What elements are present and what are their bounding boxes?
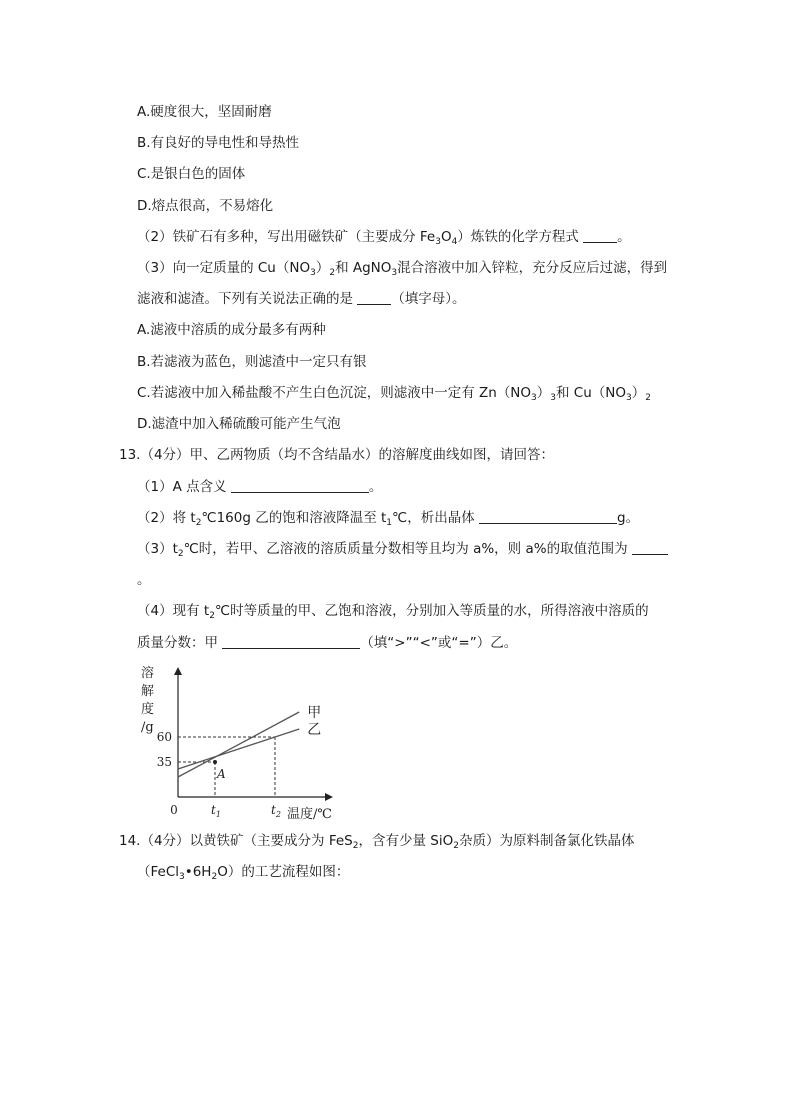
y-axis-label-char: 溶 (141, 666, 155, 681)
y-axis-label-char: 解 (141, 684, 155, 699)
q12-option-c: C.是银白色的固体 (137, 166, 246, 182)
q12-part2 (137, 228, 631, 251)
text: ，含有少量 SiO (358, 833, 454, 849)
text: 杂质）为原料制备氯化铁晶体 (458, 833, 635, 849)
answer-blank-q13-2[interactable] (479, 509, 617, 524)
solubility-chart (135, 662, 345, 824)
text: C.若滤液中加入稀盐酸不产生白色沉淀，则滤液中一定有 Zn（NO (137, 385, 532, 401)
text: （3）t (137, 541, 178, 557)
q12-statement-b: B.若滤液为蓝色，则滤渣中一定只有银 (137, 354, 367, 370)
answer-blank-q13-1[interactable] (231, 478, 369, 493)
answer-blank-q13-3[interactable] (632, 540, 668, 555)
subscript: 2 (211, 872, 218, 882)
q12-part2-text: （2）铁矿石有多种，写出用磁铁矿（主要成分 Fe (137, 229, 436, 245)
q14-stem-line2 (137, 863, 349, 886)
answer-blank-q12-3[interactable] (357, 290, 391, 305)
q12-part2-formula: O (440, 229, 452, 245)
q12-part3-line2 (137, 290, 466, 308)
subscript: 3 (179, 872, 185, 882)
q12-option-d: D.熔点很高，不易熔化 (137, 198, 274, 214)
text: 和 AgNO (335, 260, 392, 276)
y-axis-label-char: 度 (141, 702, 155, 717)
subscript: 2 (352, 841, 359, 851)
text: 14.（4分）以黄铁矿（主要成分为 FeS (119, 833, 353, 849)
text: •6H (184, 864, 212, 880)
subscript: 2 (209, 611, 215, 621)
q13-part1 (137, 478, 382, 496)
series-label-jia: 甲 (307, 705, 322, 721)
q12-statement-d: D.滤渣中加入稀硫酸可能产生气泡 (137, 416, 341, 432)
q13-stem: 13.（4分）甲、乙两物质（均不含结晶水）的溶解度曲线如图，请回答： (119, 447, 555, 463)
q14-stem (119, 832, 634, 855)
q12-statement-a: A.滤液中溶质的成分最多有两种 (137, 322, 326, 338)
q13-part3 (137, 540, 668, 563)
subscript: 3 (550, 393, 557, 403)
text: ℃160g 乙的饱和溶液降温至 t (201, 510, 387, 526)
series-line-yi (178, 729, 299, 769)
q13-part3-end: 。 (137, 572, 151, 588)
q13-part2 (137, 509, 639, 532)
text: O）的工艺流程如图： (217, 864, 350, 880)
y-axis-label-char: /g (141, 720, 154, 735)
y-tick-label-60: 60 (156, 730, 172, 744)
q12-option-a: A.硬度很大，坚固耐磨 (137, 104, 272, 120)
point-a (213, 760, 217, 764)
answer-blank-q13-4[interactable] (222, 634, 360, 649)
q12-part2-text-2: ）炼铁的化学方程式 (457, 229, 579, 245)
subscript: 3 (391, 268, 398, 278)
point-a-label: A (217, 767, 226, 781)
text: ） (536, 385, 551, 401)
x-axis-label: 温度/℃ (287, 807, 332, 822)
q12-option-b: B.有良好的导电性和导热性 (137, 135, 300, 151)
text: 质量分数：甲 (137, 635, 218, 651)
text: g。 (617, 510, 640, 526)
text: （3）向一定质量的 Cu（NO (137, 260, 311, 276)
text: （填“>”“<”或“=”）乙。 (360, 635, 518, 651)
text: ℃时等质量的甲、乙饱和溶液，分别加入等质量的水，所得溶液中溶质的 (214, 603, 649, 619)
text: ） (631, 385, 646, 401)
text: ） (315, 260, 330, 276)
subscript: 1 (386, 518, 393, 528)
answer-blank-q12-2[interactable] (583, 228, 617, 243)
text: （1）A 点含义 (137, 479, 227, 495)
text: 混合溶液中加入锌粒，充分反应后过滤，得到 (397, 260, 668, 276)
q12-part2-end: 。 (617, 229, 631, 245)
subscript: 3 (310, 268, 316, 278)
q12-statement-c (137, 384, 651, 407)
text: 和 Cu（NO (556, 385, 627, 401)
series-label-yi: 乙 (307, 722, 322, 738)
x-tick-label-t1: $t_1$ (211, 803, 221, 819)
subscript: 3 (435, 237, 441, 247)
text: ℃时，若甲、乙溶液的溶质质量分数相等且均为 a%，则 a%的取值范围为 (183, 541, 628, 557)
text: （FeCl (137, 864, 180, 880)
subscript: 2 (195, 518, 202, 528)
subscript: 2 (177, 549, 184, 559)
q13-part4-line2 (137, 634, 517, 652)
text: ℃，析出晶体 (392, 510, 475, 526)
subscript: 3 (531, 393, 537, 403)
text: （填字母）。 (391, 291, 466, 307)
q13-part4-line1 (137, 602, 649, 625)
text: 。 (368, 479, 383, 495)
subscript: 2 (453, 841, 459, 851)
origin-label: 0 (170, 803, 178, 817)
subscript: 2 (645, 393, 651, 403)
subscript: 4 (451, 237, 458, 247)
x-axis-arrow (325, 793, 333, 801)
series-line-jia (178, 712, 299, 777)
y-tick-label-35: 35 (156, 755, 172, 769)
y-axis-arrow (174, 667, 182, 675)
q12-part3-line1 (137, 259, 667, 282)
subscript: 2 (329, 268, 336, 278)
text: （2）将 t (137, 510, 196, 526)
subscript: 3 (626, 393, 632, 403)
text: 滤液和滤渣。下列有关说法正确的是 (137, 291, 353, 307)
x-tick-label-t2: $t_2$ (271, 803, 281, 819)
text: （4）现有 t (137, 603, 210, 619)
